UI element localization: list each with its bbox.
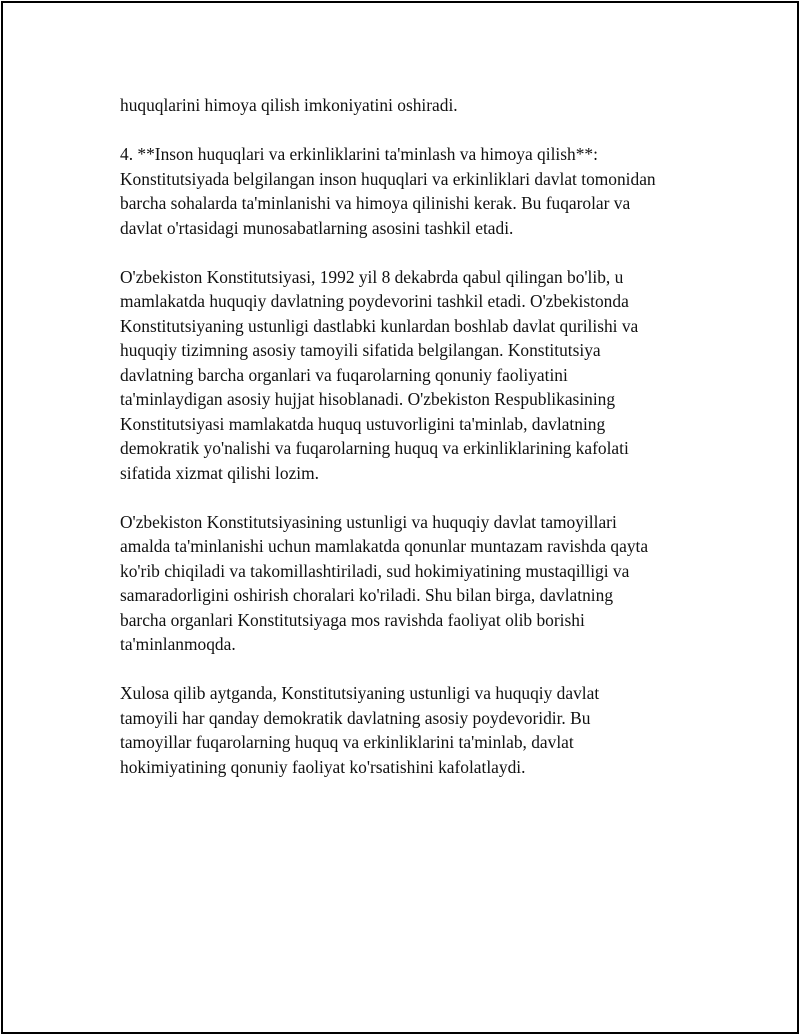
paragraph-conclusion: Xulosa qilib aytganda, Konstitutsiyaning ustunligi va huquqiy davlat tamoyili har qanday demokratik davlatning asosiy poydevoridir. Bu tamoyillar fuqarolarning huquq va erkinliklarini ta'minlab, davlat hokimiyatining qonuniy faoliyat ko'rsatishini kafolatlaydi. bbox=[120, 683, 600, 777]
page-border bbox=[1, 1, 799, 1034]
paragraph-continuation: huquqlarini himoya qilish imkoniyatini oshiradi. bbox=[120, 95, 458, 115]
paragraph-point-4: 4. **Inson huquqlari va erkinliklarini ta'minlash va himoya qilish**: Konstitutsiyada belgilangan inson huquqlari va erkinliklari davlat tomonidan barcha sohalarda ta'minlanishi va himoya qilinishi kerak. Bu fuqarolar va davlat o'rtasidagi munosabatlarning asosini tashkil etadi. bbox=[120, 144, 656, 238]
document-body bbox=[120, 93, 720, 804]
paragraph-supremacy-principles: O'zbekiston Konstitutsiyasining ustunligi va huquqiy davlat tamoyillari amalda ta'minlanishi uchun mamlakatda qonunlar muntazam ravishda qayta ko'rib chiqiladi va takomillashtiriladi, sud hokimiyatining mustaqilligi va samaradorligini oshirish choralari ko'riladi. Shu bilan birga, davlatning barcha organlari Konstitutsiyaga mos ravishda faoliyat olib borishi ta'minlanmoqda. bbox=[120, 511, 649, 654]
paragraph-constitution-1992: O'zbekiston Konstitutsiyasi, 1992 yil 8 dekabrda qabul qilingan bo'lib, u mamlakatda huquqiy davlatning poydevorini tashkil etadi. O'zbekistonda Konstitutsiyaning ustunligi dastlabki kunlardan boshlab davlat qurilishi va huquqiy tizimning asosiy tamoyili sifatida belgilangan. Konstitutsiya davlatning barcha organlari va fuqarolarning qonuniy faoliyatini ta'minlaydigan asosiy hujjat hisoblanadi. O'zbekiston Respublikasining Konstitutsiyasi mamlakatda huquq ustuvorligini ta'minlab, davlatning demokratik yo'nalishi va fuqarolarning huquq va erkinliklarining kafolati sifatida xizmat qilishi lozim. bbox=[120, 266, 639, 483]
